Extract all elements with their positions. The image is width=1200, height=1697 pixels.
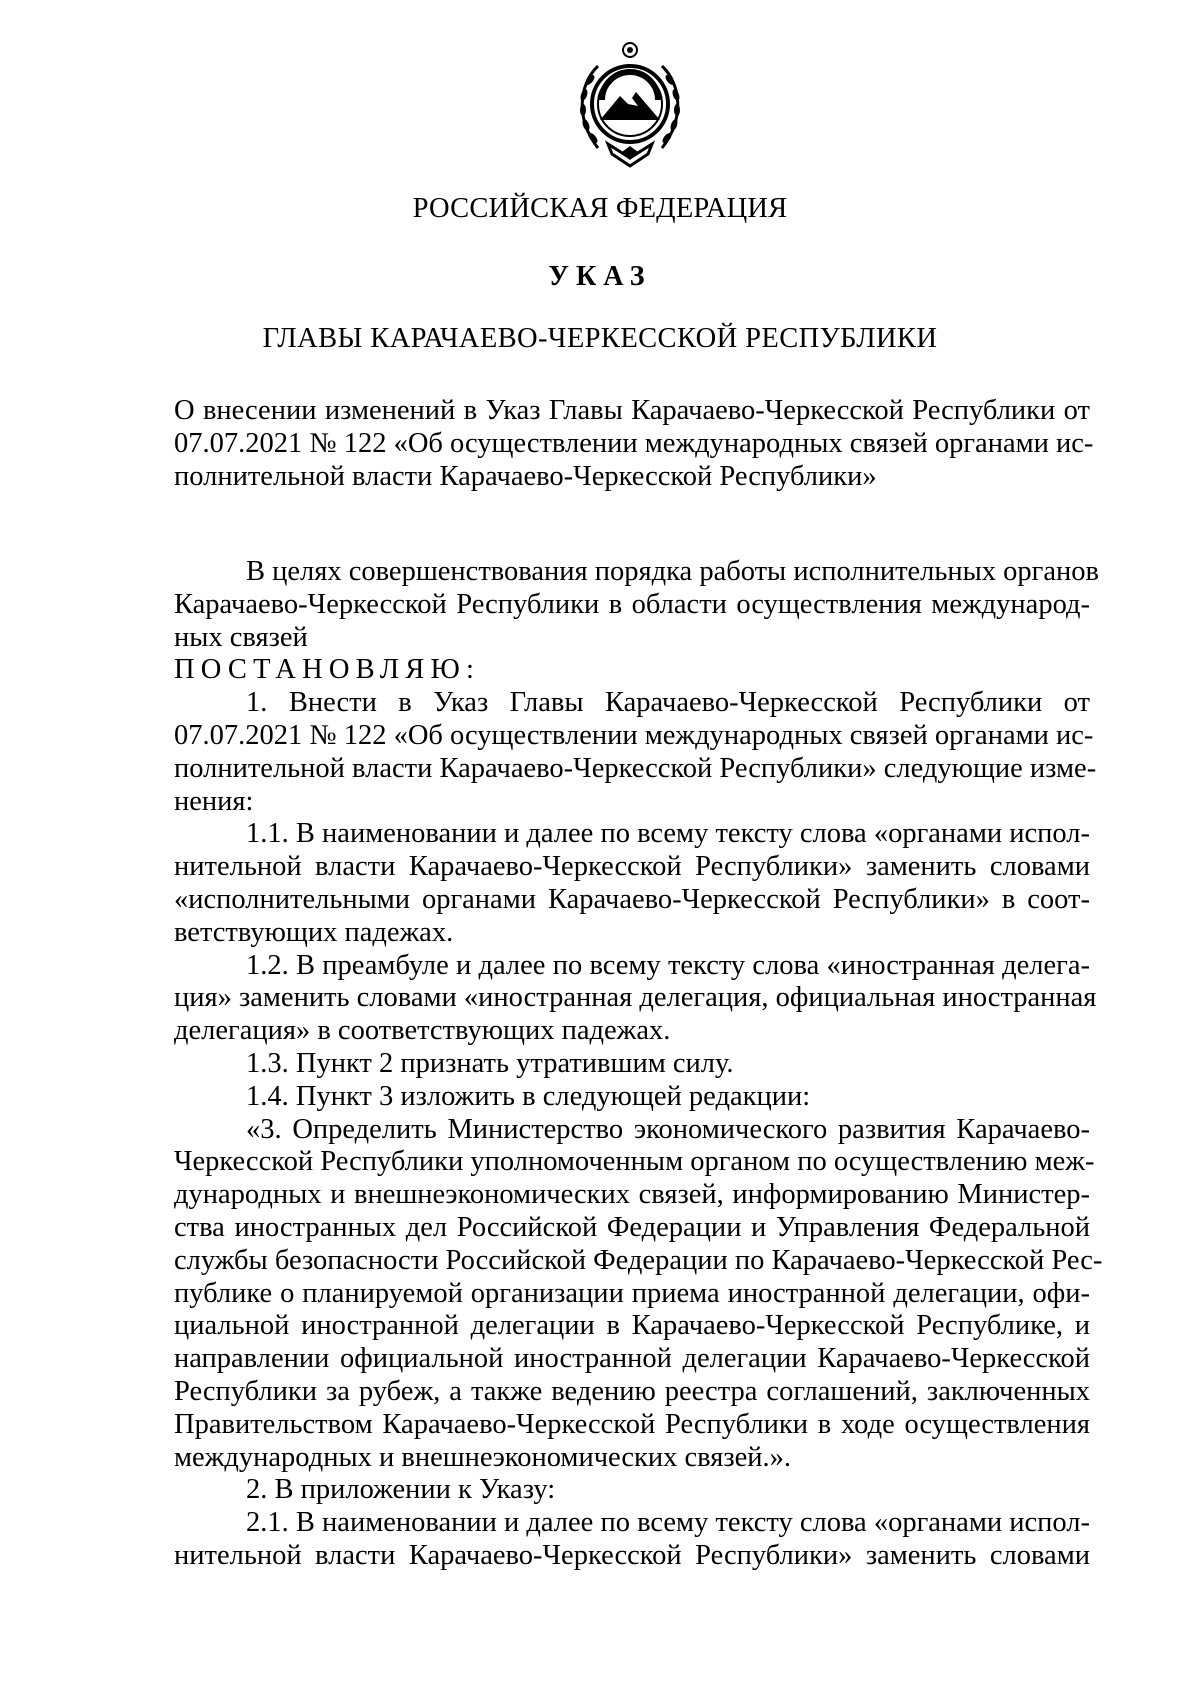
body-line: международных и внешнеэкономических связей.». bbox=[174, 1441, 792, 1473]
body-line: ства иностранных дел Российской Федерации и Управления Федеральной bbox=[174, 1211, 1090, 1243]
body-line: циальной иностранной делегации в Карачаево-Черкесской Республике, и bbox=[174, 1310, 1090, 1342]
body-line: 07.07.2021 № 122 «Об осуществлении международных связей органами ис- bbox=[174, 719, 1094, 751]
subject-line: 07.07.2021 № 122 «Об осуществлении международных связей органами ис- bbox=[174, 427, 1094, 459]
subject-line: полнительной власти Карачаево-Черкесской Республики» bbox=[174, 460, 877, 492]
resolution-heading: ПОСТАНОВЛЯЮ: bbox=[174, 654, 481, 686]
subject-line: О внесении изменений в Указ Главы Карачаево-Черкесской Республики от bbox=[174, 395, 1090, 426]
decree-body bbox=[174, 556, 1103, 1573]
body-line: 1.3. Пункт 2 признать утратившим силу. bbox=[246, 1047, 734, 1079]
coat-of-arms-icon bbox=[568, 40, 692, 170]
body-line: Карачаево-Черкесской Республики в области осуществления международ- bbox=[174, 588, 1090, 620]
body-line: Республики за рубеж, а также ведению реестра соглашений, заключенных bbox=[174, 1375, 1090, 1407]
body-line: нения: bbox=[174, 785, 254, 817]
body-line: В целях совершенствования порядка работы исполнительных органов bbox=[246, 556, 1099, 587]
body-line: службы безопасности Российской Федерации по Карачаево-Черкесской Рес- bbox=[174, 1244, 1103, 1276]
document-type-heading: УКАЗ bbox=[548, 261, 652, 292]
body-line: 1.1. В наименовании и далее по всему тексту слова «органами испол- bbox=[246, 818, 1090, 850]
body-line: 2. В приложении к Указу: bbox=[246, 1474, 556, 1506]
body-line: «исполнительными органами Карачаево-Черкесской Республики» в соот- bbox=[174, 883, 1090, 915]
body-line: дународных и внешнеэкономических связей, информированию Министер- bbox=[174, 1179, 1090, 1211]
country-heading: РОССИЙСКАЯ ФЕДЕРАЦИЯ bbox=[412, 193, 788, 224]
decree-subject bbox=[174, 395, 1094, 493]
body-line: направлении официальной иностранной делегации Карачаево-Черкесской bbox=[174, 1343, 1090, 1375]
body-line: делегация» в соответствующих падежах. bbox=[174, 1015, 671, 1047]
body-line: 1.4. Пункт 3 изложить в следующей редакции: bbox=[246, 1080, 811, 1112]
body-line: Черкесской Республики уполномоченным органом по осуществлению меж- bbox=[174, 1146, 1095, 1178]
body-line: Правительством Карачаево-Черкесской Республики в ходе осуществления bbox=[174, 1408, 1090, 1440]
body-line: нительной власти Карачаево-Черкесской Республики» заменить словами bbox=[174, 1539, 1090, 1571]
body-line: ция» заменить словами «иностранная делегация, официальная иностранная bbox=[174, 982, 1097, 1014]
body-line: 2.1. В наименовании и далее по всему тексту слова «органами испол- bbox=[246, 1507, 1090, 1539]
body-line: 1.2. В преамбуле и далее по всему тексту слова «иностранная делега- bbox=[246, 949, 1090, 981]
body-line: 1. Внести в Указ Главы Карачаево-Черкесской Республики от bbox=[246, 687, 1090, 719]
body-line: полнительной власти Карачаево-Черкесской Республики» следующие изме- bbox=[174, 752, 1097, 784]
body-line: ветствующих падежах. bbox=[174, 916, 454, 948]
body-line: «3. Определить Министерство экономического развития Карачаево- bbox=[246, 1113, 1090, 1145]
body-line: публике о планируемой организации приема иностранной делегации, офи- bbox=[174, 1277, 1090, 1309]
body-line: ных связей bbox=[174, 621, 308, 653]
body-line: нительной власти Карачаево-Черкесской Республики» заменить словами bbox=[174, 851, 1090, 883]
issuer-heading: ГЛАВЫ КАРАЧАЕВО-ЧЕРКЕССКОЙ РЕСПУБЛИКИ bbox=[262, 323, 938, 354]
